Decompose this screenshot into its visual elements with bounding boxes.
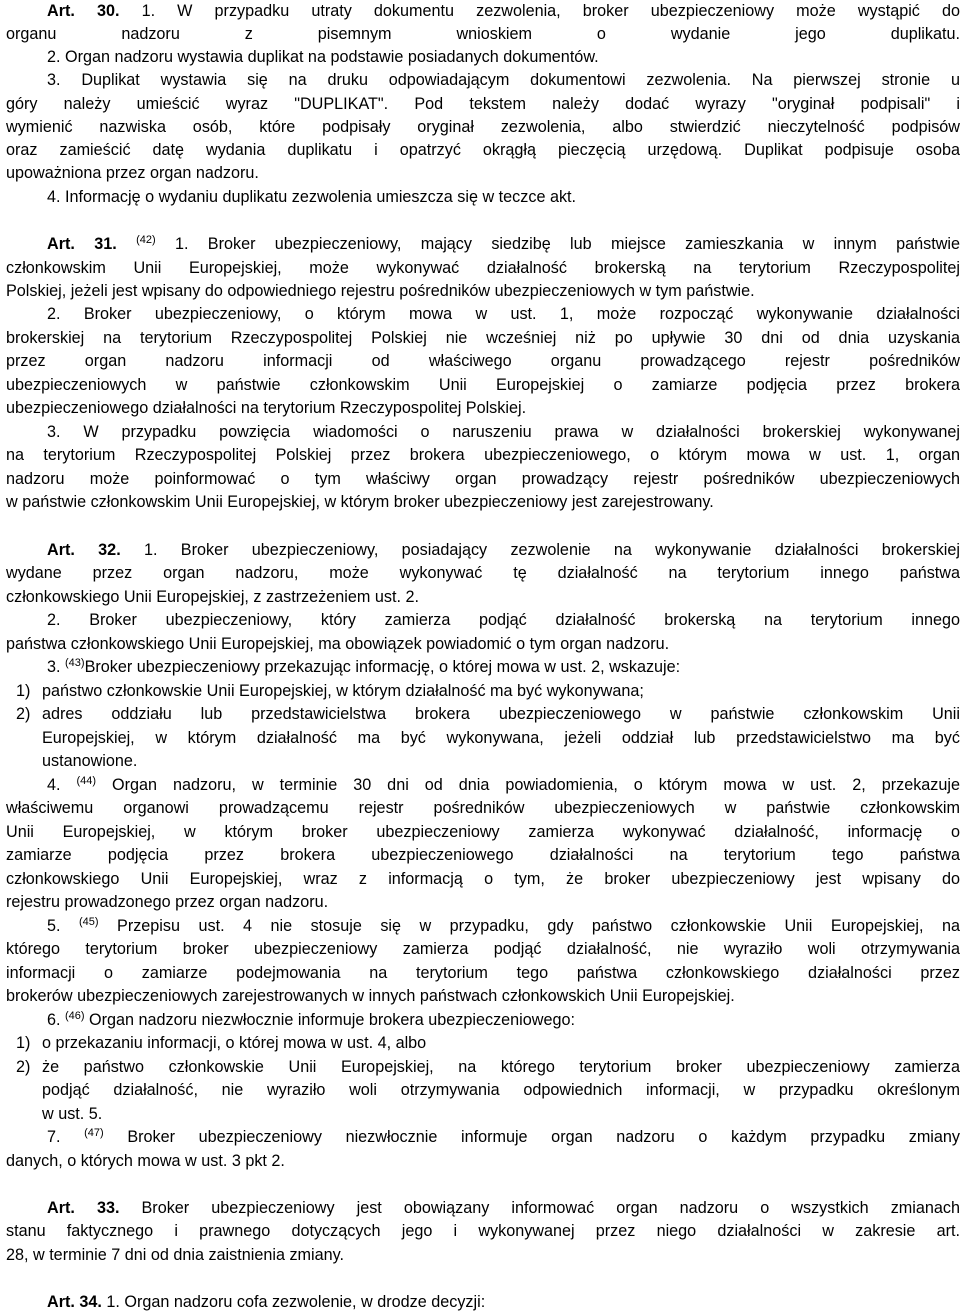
- art32-line-4: 2. Broker ubezpieczeniowy, który zamierza podjąć działalność brokerską na terytorium innego: [47, 611, 960, 629]
- art32-ust6-point-2-number: 2): [16, 1058, 31, 1076]
- art34-heading: Art. 34.: [47, 1293, 102, 1311]
- art31-line-9: 3. W przypadku powzięcia wiadomości o naruszeniu prawa w działalności brokerskiej wykonywanej: [47, 423, 960, 441]
- art32-text: 1. Broker ubezpieczeniowy, posiadający zezwolenie na wykonywanie działalności brokerskiej: [120, 541, 960, 559]
- art34-text: 1. Organ nadzoru cofa zezwolenie, w drodze decyzji:: [101, 1293, 486, 1311]
- art30-line-7: oraz zamieścić datę wydania duplikatu i opatrzyć okrągłą pieczęcią urzędową. Duplikat podpisuje osoba: [6, 141, 960, 159]
- art32-ust6-point-1-number: 1): [16, 1034, 31, 1052]
- art31-line-1: [47, 233, 960, 256]
- art30-line-2: organu nadzoru z pisemnym wnioskiem o wydanie jego duplikatu.: [6, 25, 960, 43]
- art32-point-2-line-1: adres oddziału lub przedstawicielstwa brokera ubezpieczeniowego w państwie członkowskim Unii: [42, 705, 960, 723]
- art32-ust4-line-5: członkowskiego Unii Europejskiej, wraz z informacją o tym, że broker ubezpieczeniowy jest wpisany do: [6, 870, 960, 888]
- art31-line-11: nadzoru może poinformować o tym właściwy organ prowadzący rejestr pośredników ubezpieczeniowych: [6, 470, 960, 488]
- art32-heading: Art. 32.: [47, 541, 121, 559]
- art32-ust4-number: 4.: [47, 776, 77, 794]
- art32-line-1: [47, 539, 960, 562]
- art32-point-2-line-2: Europejskiej, w którym działalność ma być wykonywana, jeżeli oddział lub przedstawicielstwo ma być: [42, 729, 960, 747]
- art32-ust6-point-2-line-1: że państwo członkowskie Unii Europejskiej, na którego terytorium broker ubezpieczeniowy zamierza: [42, 1058, 960, 1076]
- footnote-ref: (43): [65, 657, 85, 669]
- footnote-ref: (47): [84, 1127, 104, 1139]
- art32-line-2: wydane przez organ nadzoru, może wykonywać tę działalność na terytorium innego państwa: [6, 564, 960, 582]
- art32-ust4-line-6: rejestru prowadzonego przez organ nadzoru.: [6, 893, 329, 911]
- art32-ust4-line-1: [47, 774, 960, 797]
- art32-ust6-text: Organ nadzoru niezwłocznie informuje brokera ubezpieczeniowego:: [84, 1011, 575, 1029]
- art32-point-2-line-3: ustanowione.: [42, 752, 138, 770]
- art32-point-1-number: 1): [16, 682, 31, 700]
- art32-ust4-line-4: zamiarze podjęcia przez brokera ubezpieczeniowego działalności na terytorium tego państwa: [6, 846, 960, 864]
- art33-line-2: stanu faktycznego i prawnego dotyczących jego i wykonywanej przez niego działalności w zakresie art.: [6, 1222, 960, 1240]
- art32-ust3-text: Broker ubezpieczeniowy przekazując informację, o której mowa w ust. 2, wskazuje:: [84, 658, 681, 676]
- art32-ust5-line-1: [47, 915, 960, 938]
- art30-heading: Art. 30.: [47, 2, 120, 20]
- art30-line-4: 3. Duplikat wystawia się na druku odpowiadającym dokumentowi zezwolenia. Na pierwszej stronie u: [47, 71, 960, 89]
- art31-line-3: Polskiej, jeżeli jest wpisany do odpowiedniego rejestru pośredników ubezpieczeniowych w tym państwie.: [6, 282, 755, 300]
- art33-line-1: [47, 1197, 960, 1220]
- art32-ust6-number: 6.: [47, 1011, 65, 1029]
- art30-line-9: 4. Informację o wydaniu duplikatu zezwolenia umieszcza się w teczce akt.: [47, 188, 577, 206]
- art32-line-5: państwa członkowskiego Unii Europejskiej, ma obowiązek powiadomić o tym organ nadzoru.: [6, 635, 670, 653]
- footnote-ref: (44): [76, 775, 97, 787]
- art32-ust7-line-2: danych, o których mowa w ust. 3 pkt 2.: [6, 1152, 285, 1170]
- art33-text: Broker ubezpieczeniowy jest obowiązany informować organ nadzoru o wszystkich zmianach: [119, 1199, 960, 1217]
- art32-ust6-point-2-line-2: podjąć działalność, nie wyraziło woli otrzymywania odpowiednich informacji, w przypadku określonym: [42, 1081, 960, 1099]
- art32-ust4-line-3: Unii Europejskiej, w którym broker ubezpieczeniowy zamierza wykonywać działalność, informację o: [6, 823, 960, 841]
- art30-line-3: 2. Organ nadzoru wystawia duplikat na podstawie posiadanych dokumentów.: [47, 48, 599, 66]
- art34-line-1: [47, 1291, 960, 1314]
- art32-ust6-line-1: [47, 1009, 960, 1032]
- art30-text: 1. W przypadku utraty dokumentu zezwolenia, broker ubezpieczeniowy może wystąpić do: [119, 2, 960, 20]
- art32-ust4-text: Organ nadzoru, w terminie 30 dni od dnia powiadomienia, o którym mowa w ust. 2, przekazuje: [96, 776, 960, 794]
- footnote-ref: (42): [136, 234, 156, 246]
- art30-line-8: upoważniona przez organ nadzoru.: [6, 164, 259, 182]
- art31-line-12: w państwie członkowskim Unii Europejskiej, w którym broker ubezpieczeniowy jest zarejestrowany.: [6, 493, 714, 511]
- art30-line-5: góry należy umieścić wyraz "DUPLIKAT". Pod tekstem należy dodać wyrazy "oryginał podpisali" i: [6, 95, 960, 113]
- art31-line-5: brokerskiej na terytorium Rzeczypospolitej Polskiej nie wcześniej niż po upływie 30 dni od dnia uzyskania: [6, 329, 960, 347]
- art31-line-2: członkowskim Unii Europejskiej, może wykonywać działalność brokerską na terytorium Rzeczypospolitej: [6, 259, 960, 277]
- art30-line-6: wymienić nazwiska osób, które podpisały oryginał zezwolenia, albo stwierdzić nieczytelność podpisów: [6, 118, 960, 136]
- art31-line-10: na terytorium Rzeczypospolitej Polskiej przez brokera ubezpieczeniowego, o którym mowa w ust. 1, organ: [6, 446, 960, 464]
- art33-heading: Art. 33.: [47, 1199, 120, 1217]
- art32-ust7-number: 7.: [47, 1128, 85, 1146]
- art31-line-6: przez organ nadzoru informacji od właściwego organu prowadzącego rejestr pośredników: [6, 352, 960, 370]
- art32-line-3: członkowskiego Unii Europejskiej, z zastrzeżeniem ust. 2.: [6, 588, 419, 606]
- art31-line-4: 2. Broker ubezpieczeniowy, o którym mowa w ust. 1, może rozpocząć wykonywanie działalności: [47, 305, 960, 323]
- art32-ust5-line-4: brokerów ubezpieczeniowych zarejestrowanych w innych państwach członkowskich Unii Europejskiej.: [6, 987, 735, 1005]
- art32-ust7-line-1: [47, 1126, 960, 1149]
- art31-line-8: ubezpieczeniowego działalności na terytorium Rzeczypospolitej Polskiej.: [6, 399, 527, 417]
- art31-text: 1. Broker ubezpieczeniowy, mający siedzibę lub miejsce zamieszkania w innym państwie: [155, 235, 960, 253]
- art32-ust5-number: 5.: [47, 917, 79, 935]
- art32-ust5-line-2: którego terytorium broker ubezpieczeniowy zamierza podjąć działalność, nie wyraziło woli otrzymywania: [6, 940, 960, 958]
- art32-point-2-number: 2): [16, 705, 31, 723]
- art32-point-1: państwo członkowskie Unii Europejskiej, w którym działalność ma być wykonywana;: [42, 682, 644, 700]
- footnote-ref: (46): [65, 1010, 85, 1022]
- art32-ust5-text: Przepisu ust. 4 nie stosuje się w przypadku, gdy państwo członkowskie Unii Europejskiej, na: [98, 917, 960, 935]
- footnote-ref: (45): [78, 916, 99, 928]
- art30-line-1: [47, 0, 960, 23]
- art32-ust6-point-1: o przekazaniu informacji, o której mowa w ust. 4, albo: [42, 1034, 427, 1052]
- art31-heading: Art. 31.: [47, 235, 117, 253]
- art31-line-7: ubezpieczeniowych w państwie członkowskim Unii Europejskiej o zamiarze podjęcia przez brokera: [6, 376, 960, 394]
- art33-line-3: 28, w terminie 7 dni od dnia zaistnienia zmiany.: [6, 1246, 345, 1264]
- art32-ust3-number: 3.: [47, 658, 65, 676]
- art32-ust6-point-2-line-3: w ust. 5.: [42, 1105, 103, 1123]
- art32-ust7-text: Broker ubezpieczeniowy niezwłocznie informuje organ nadzoru o każdym przypadku zmiany: [103, 1128, 960, 1146]
- art32-ust5-line-3: informacji o zamiarze podejmowania na terytorium tego państwa członkowskiego działalności przez: [6, 964, 960, 982]
- art32-line-6: [47, 656, 960, 679]
- art32-ust4-line-2: właściwemu organowi prowadzącemu rejestr pośredników ubezpieczeniowych w państwie członkowskim: [6, 799, 960, 817]
